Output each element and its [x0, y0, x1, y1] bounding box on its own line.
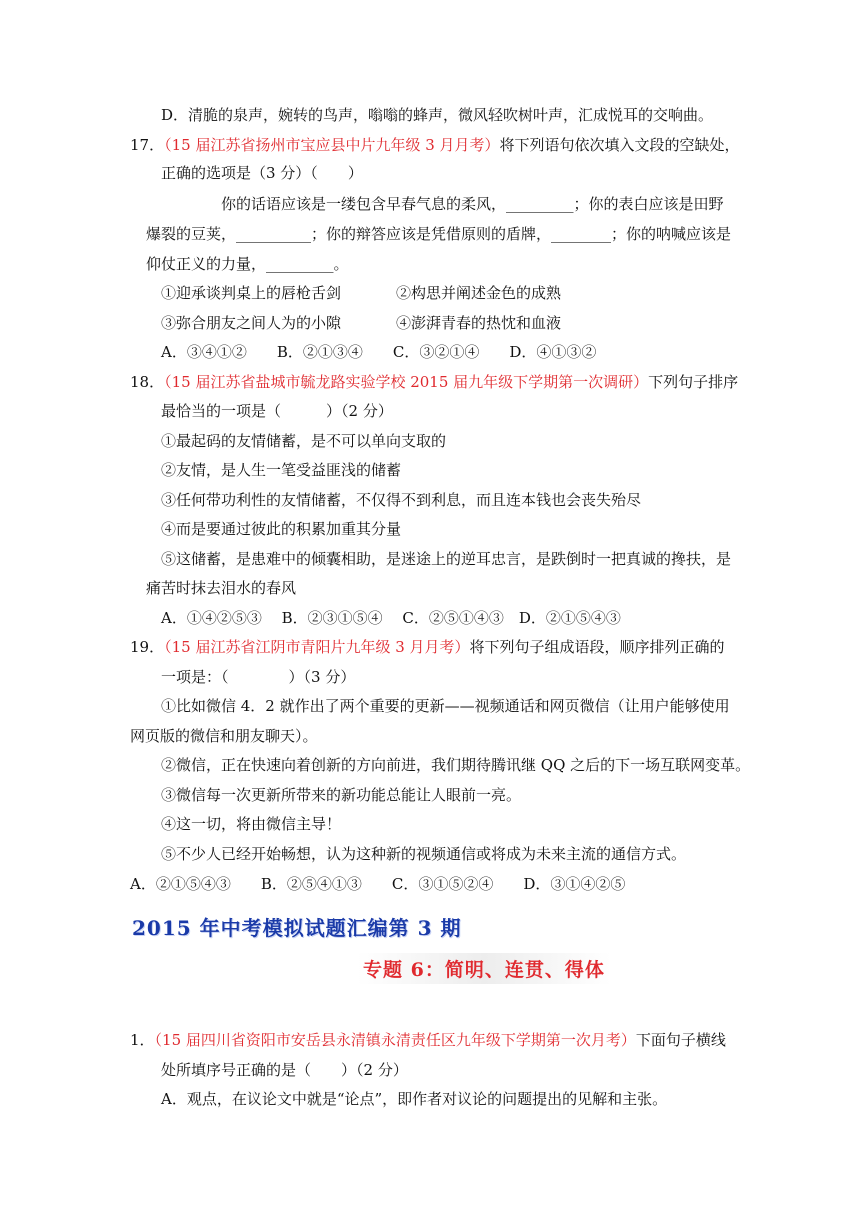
question-1-heading	[130, 1030, 726, 1050]
sentence-item: ①比如微信 4．2 就作出了两个重要的更新——视频通话和网页微信（让用户能够使用	[161, 697, 730, 715]
section-banner-title: 2015 年中考模拟试题汇编第 3 期	[132, 916, 462, 940]
sentence-item: ②微信，正在快速向着创新的方向前进，我们期待腾讯继 QQ 之后的下一场互联网变革。	[161, 756, 751, 774]
sentence-item-cont: 网页版的微信和朋友聊天）。	[130, 727, 318, 745]
question-stem: 下面句子横线	[635, 1031, 726, 1049]
sentence-item: ③微信每一次更新所带来的新功能总能让人眼前一亮。	[161, 786, 522, 804]
question-19-heading	[130, 637, 725, 657]
sentence-item: ①最起码的友情储蓄，是不可以单向支取的	[161, 432, 447, 450]
answer-options: A．①④②⑤③ B．②③①⑤④ C．②⑤①④③ D．②①⑤④③	[161, 609, 621, 627]
sentence-item: ⑤不少人已经开始畅想，认为这种新的视频通信或将成为未来主流的通信方式。	[161, 845, 687, 863]
question-source: （15 届江苏省扬州市宝应县中片九年级 3 月月考）	[164, 136, 500, 154]
question-stem-cont: 最恰当的一项是（ ）（2 分）	[161, 402, 393, 420]
question-source: （15 届江苏省盐城市毓龙路实验学校 2015 届九年级下学期第一次调研）	[164, 373, 649, 391]
sentence-item: ②构思并阐述金色的成熟	[396, 284, 562, 302]
question-17-heading	[130, 135, 740, 155]
sentence-item: ③弥合朋友之间人为的小隙	[161, 314, 342, 332]
sentence-item: ③任何带功利性的友情储蓄，不仅得不到利息，而且连本钱也会丧失殆尽	[161, 491, 642, 509]
answer-options: A．③④①② B．②①③④ C．③②①④ D．④①③②	[161, 343, 597, 361]
question-stem: 将下列句子组成语段，顺序排列正确的	[469, 638, 725, 656]
passage-line: 仰仗正义的力量，_________。	[146, 255, 349, 273]
question-stem: 将下列语句依次填入文段的空缺处，	[499, 136, 740, 154]
question-stem: 下列句子排序	[648, 373, 739, 391]
question-stem-cont: 一项是：（ ）（3 分）	[161, 668, 356, 686]
sentence-item: ④这一切，将由微信主导！	[161, 815, 342, 833]
sentence-item: ④而是要通过彼此的积累加重其分量	[161, 520, 402, 538]
sentence-item-cont: 痛苦时抹去泪水的春风	[146, 579, 297, 597]
question-number: 19．	[130, 638, 165, 656]
question-stem-cont: 处所填序号正确的是（ ）（2 分）	[161, 1061, 408, 1079]
q16-option-d: D．清脆的泉声，婉转的鸟声，嗡嗡的蜂声，微风轻吹树叶声，汇成悦耳的交响曲。	[161, 106, 714, 124]
question-source: （15 届四川省资阳市安岳县永清镇永清责任区九年级下学期第一次月考）	[154, 1031, 636, 1049]
question-number: 1．	[130, 1031, 155, 1049]
passage-line: 爆裂的豆荚，__________；你的辩答应该是凭借原则的盾牌，________；你的呐喊应该是	[146, 225, 732, 243]
sentence-item: ⑤这储蓄，是患难中的倾囊相助，是迷途上的逆耳忠言，是跌倒时一把真诚的搀扶，是	[161, 550, 732, 568]
question-stem-cont: 正确的选项是（3 分）（ ）	[161, 164, 363, 182]
sentence-item: ④澎湃青春的热忱和血液	[396, 314, 562, 332]
sentence-item: ①迎承谈判桌上的唇枪舌剑	[161, 284, 342, 302]
answer-options: A．②①⑤④③ B．②⑤④①③ C．③①⑤②④ D．③①④②⑤	[130, 875, 626, 893]
section-banner-topic: 专题 6：简明、连贯、得体	[357, 953, 611, 984]
question-number: 17．	[130, 136, 165, 154]
question-18-heading	[130, 372, 738, 392]
passage-line: 你的话语应该是一缕包含早春气息的柔风，_________；你的表白应该是田野	[221, 195, 724, 213]
sentence-item: ②友情，是人生一笔受益匪浅的储蓄	[161, 461, 402, 479]
question-source: （15 届江苏省江阴市青阳片九年级 3 月月考）	[164, 638, 470, 656]
question-number: 18．	[130, 373, 165, 391]
answer-option-a: A．观点，在议论文中就是“论点”，即作者对议论的问题提出的见解和主张。	[161, 1090, 668, 1108]
